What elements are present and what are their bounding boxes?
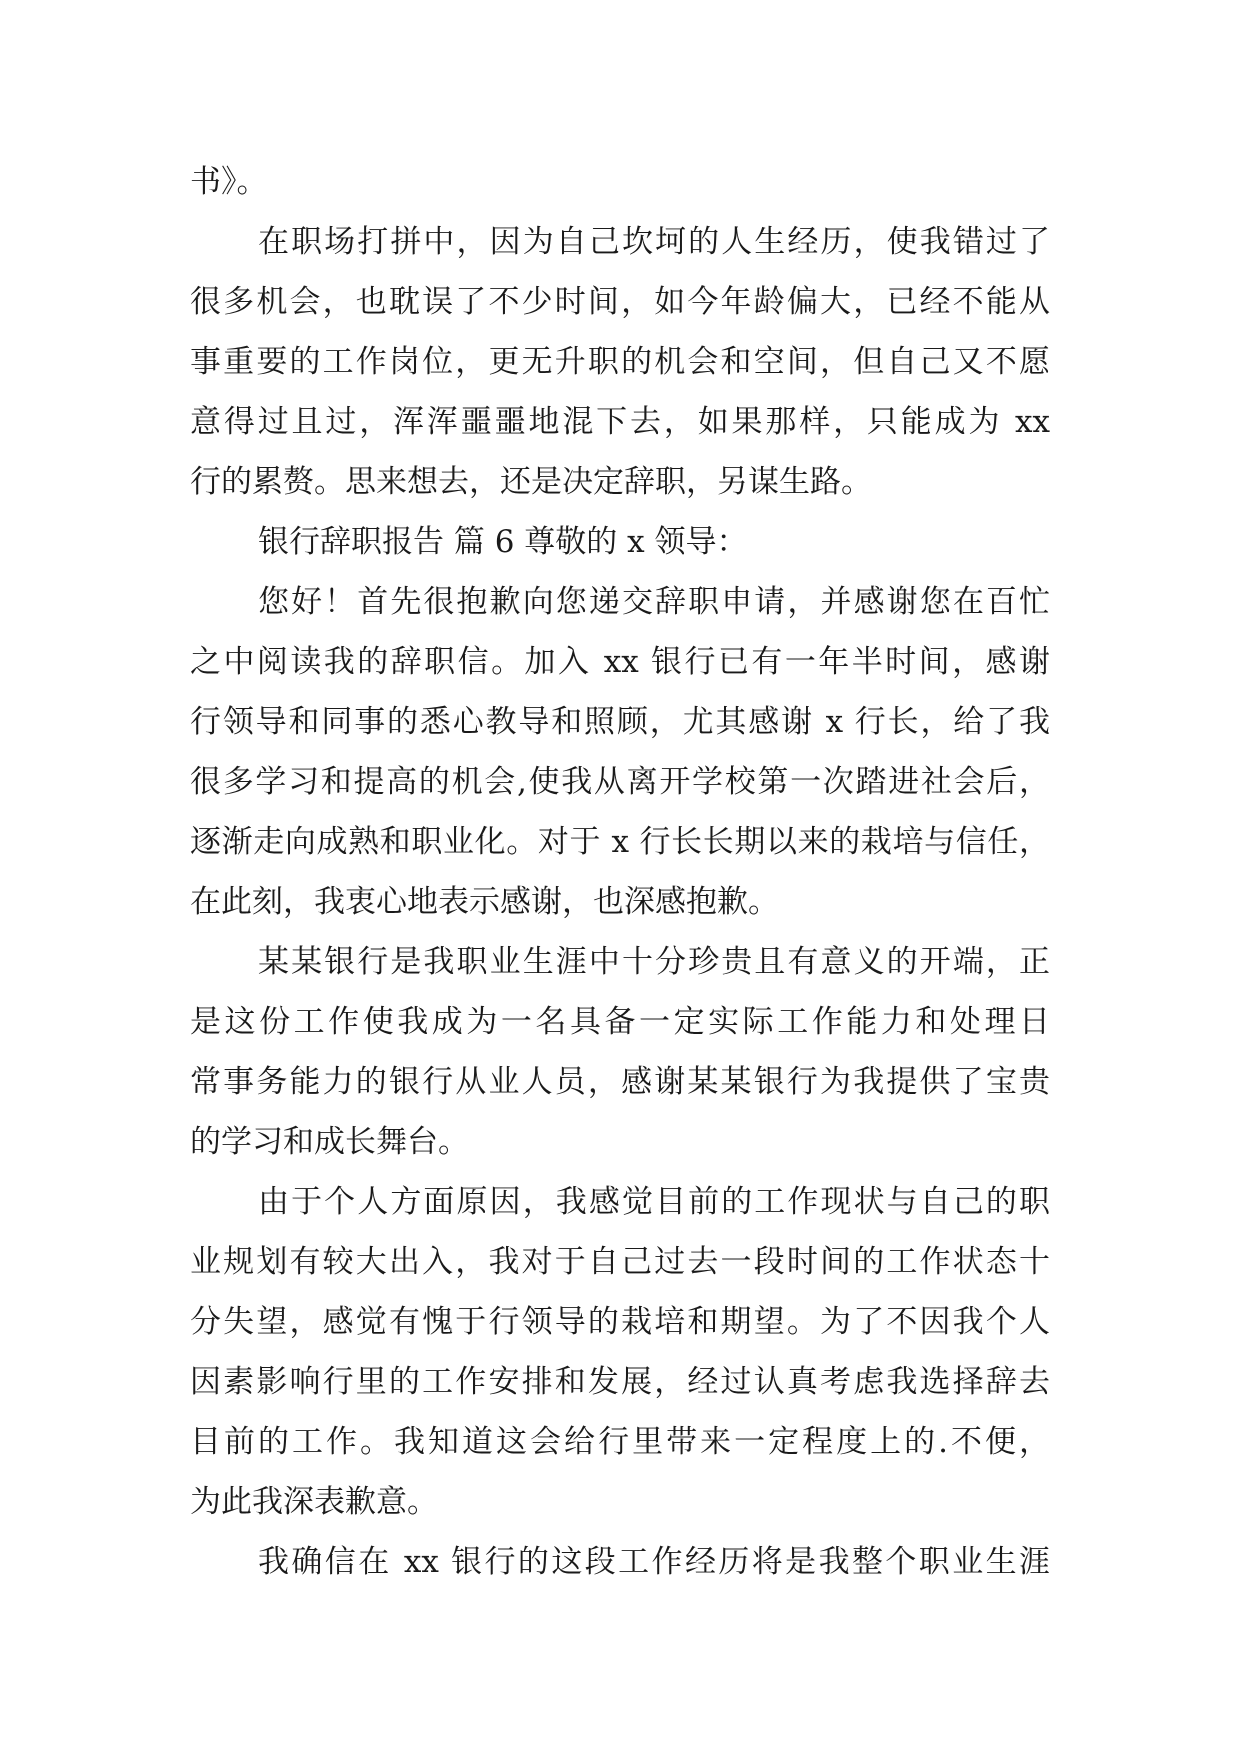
text-line: 目前的工作。我知道这会给行里带来一定程度上的.不便，	[190, 1424, 1050, 1460]
text-line: 很多机会，也耽误了不少时间，如今年龄偏大，已经不能从	[190, 284, 1050, 320]
text-line: 行领导和同事的悉心教导和照顾，尤其感谢 x 行长，给了我	[190, 704, 1050, 740]
text-line: 事重要的工作岗位，更无升职的机会和空间，但自己又不愿	[190, 344, 1050, 380]
text-line: 常事务能力的银行从业人员，感谢某某银行为我提供了宝贵	[190, 1064, 1050, 1100]
paragraph-start-line: 在职场打拼中，因为自己坎坷的人生经历，使我错过了	[258, 224, 1050, 260]
paragraph-start-line: 某某银行是我职业生涯中十分珍贵且有意义的开端，正	[258, 944, 1050, 980]
text-line: 书》。	[190, 164, 268, 200]
text-line: 因素影响行里的工作安排和发展，经过认真考虑我选择辞去	[190, 1364, 1050, 1400]
paragraph-start-line: 我确信在 xx 银行的这段工作经历将是我整个职业生涯	[258, 1544, 1050, 1580]
text-line: 是这份工作使我成为一名具备一定实际工作能力和处理日	[190, 1004, 1050, 1040]
text-line: 分失望，感觉有愧于行领导的栽培和期望。为了不因我个人	[190, 1304, 1050, 1340]
document-body	[190, 152, 1050, 1592]
text-line: 为此我深表歉意。	[190, 1484, 438, 1520]
text-line: 行的累赘。思来想去，还是决定辞职，另谋生路。	[190, 464, 872, 500]
text-line: 的学习和成长舞台。	[190, 1124, 469, 1160]
text-line: 业规划有较大出入，我对于自己过去一段时间的工作状态十	[190, 1244, 1050, 1280]
text-line: 之中阅读我的辞职信。加入 xx 银行已有一年半时间，感谢	[190, 644, 1050, 680]
text-line: 在此刻，我衷心地表示感谢，也深感抱歉。	[190, 884, 779, 920]
section-heading-line: 银行辞职报告 篇 6 尊敬的 x 领导：	[258, 524, 748, 560]
text-line: 很多学习和提高的机会,使我从离开学校第一次踏进社会后，	[190, 764, 1050, 800]
text-line: 逐渐走向成熟和职业化。对于 x 行长长期以来的栽培与信任，	[190, 824, 1050, 860]
paragraph-start-line: 您好！首先很抱歉向您递交辞职申请，并感谢您在百忙	[258, 584, 1050, 620]
paragraph-start-line: 由于个人方面原因，我感觉目前的工作现状与自己的职	[258, 1184, 1050, 1220]
text-line: 意得过且过，浑浑噩噩地混下去，如果那样，只能成为 xx	[190, 404, 1050, 440]
